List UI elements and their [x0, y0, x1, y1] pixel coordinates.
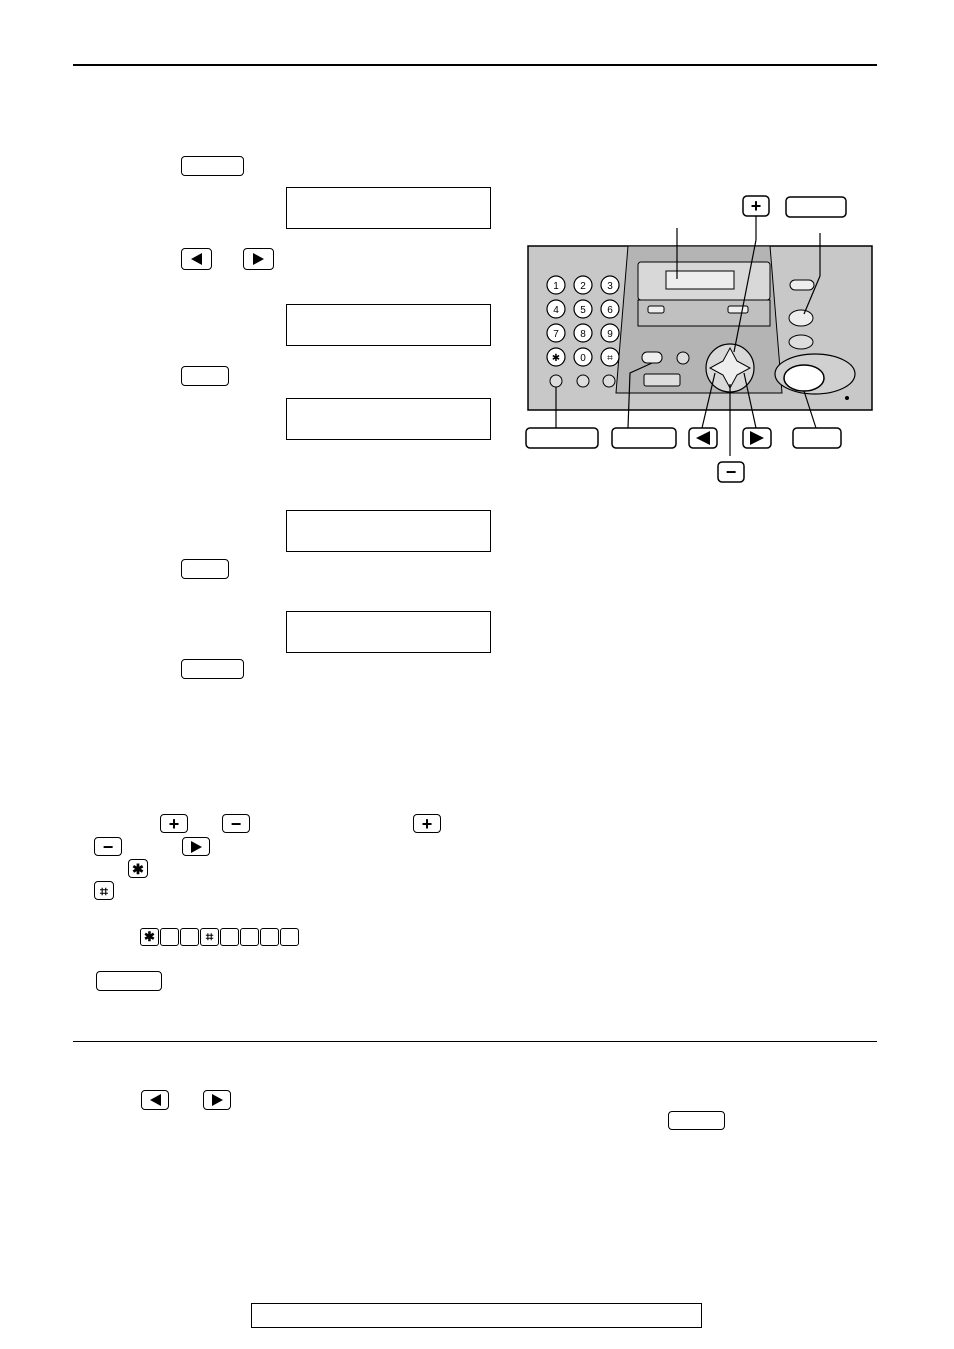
minus-key-note-2[interactable]: − [94, 837, 122, 856]
dial-key [547, 300, 565, 318]
dial-key [547, 348, 565, 366]
panel-round-btn-2 [577, 375, 589, 387]
sequence-cell [240, 928, 259, 946]
dial-key-label: 9 [607, 329, 613, 340]
top-rule [73, 64, 877, 66]
panel-small-circle [677, 352, 689, 364]
bottom-callout-5 [793, 428, 841, 448]
minus-callout-label: − [725, 462, 737, 482]
sequence-cell [220, 928, 239, 946]
dial-key-label: 3 [607, 281, 613, 292]
panel-slot-btn-right [728, 306, 748, 313]
step6-button[interactable] [181, 659, 244, 679]
dial-key [574, 348, 592, 366]
control-panel-diagram [520, 188, 885, 488]
display-frame-2 [286, 304, 491, 346]
step5-button[interactable] [181, 559, 229, 579]
dial-key [601, 324, 619, 342]
dial-key [574, 300, 592, 318]
dial-key [601, 300, 619, 318]
sequence-cell [260, 928, 279, 946]
panel-rect-btn [644, 374, 680, 386]
sequence-cell: ⌗ [200, 928, 219, 946]
section-rule [73, 1041, 877, 1042]
top-right-callout-button [786, 197, 846, 217]
panel-right-btn-1 [790, 280, 814, 290]
bottom-right-arrow-callout [743, 428, 771, 448]
panel-right-btn-2 [789, 310, 813, 326]
minus-key-note[interactable]: − [222, 814, 250, 833]
sequence-cell [160, 928, 179, 946]
dial-key [601, 276, 619, 294]
dial-key [574, 324, 592, 342]
right-arrow-button[interactable] [243, 248, 274, 270]
dial-key [547, 276, 565, 294]
dial-key-label: 2 [580, 281, 586, 292]
panel-oval-btn [642, 352, 662, 363]
display-frame-3 [286, 398, 491, 440]
display-frame-1 [286, 187, 491, 229]
dial-key-label: ⌗ [607, 353, 613, 364]
sequence-cell: ✱ [140, 928, 159, 946]
panel-round-btn-1 [550, 375, 562, 387]
dial-key-label: 1 [553, 281, 559, 292]
dial-key-label: ✱ [551, 353, 561, 364]
key-sequence [140, 928, 300, 948]
minus-callout-button [718, 462, 744, 482]
start-button [784, 365, 824, 391]
bottom-left-arrow-callout [689, 428, 717, 448]
dial-key-label: 6 [607, 305, 613, 316]
panel-led [845, 396, 849, 400]
display-frame-5 [286, 611, 491, 653]
hash-key-note[interactable]: ⌗ [94, 881, 114, 900]
panel-right-btn-3 [789, 335, 813, 349]
sequence-cell [180, 928, 199, 946]
lower-button[interactable] [668, 1111, 725, 1130]
left-arrow-key-lower[interactable] [141, 1090, 169, 1110]
bottom-callout-1 [526, 428, 598, 448]
dial-key-label: 7 [553, 329, 559, 340]
dial-key [547, 324, 565, 342]
right-arrow-key-note[interactable] [182, 837, 210, 856]
dial-key-label: 5 [580, 305, 586, 316]
panel-display-window [666, 271, 734, 289]
dial-key [574, 276, 592, 294]
footer-box [251, 1303, 702, 1328]
dial-key [601, 348, 619, 366]
note-button[interactable] [96, 971, 162, 991]
plus-callout-button [743, 196, 769, 216]
panel-round-btn-3 [603, 375, 615, 387]
step3-button[interactable] [181, 366, 229, 386]
panel-slot-btn-left [648, 306, 664, 313]
star-key-note[interactable]: ✱ [128, 859, 148, 878]
dial-key-label: 4 [553, 305, 559, 316]
plus-key-note-2[interactable]: + [413, 814, 441, 833]
right-arrow-key-lower[interactable] [203, 1090, 231, 1110]
bottom-callout-2 [612, 428, 676, 448]
step1-button[interactable] [181, 156, 244, 176]
plus-callout-label: + [750, 196, 762, 216]
display-frame-4 [286, 510, 491, 552]
dial-key-label: 8 [580, 329, 586, 340]
plus-key-note[interactable]: + [160, 814, 188, 833]
sequence-cell [280, 928, 299, 946]
dial-key-label: 0 [580, 353, 586, 364]
left-arrow-button[interactable] [181, 248, 212, 270]
